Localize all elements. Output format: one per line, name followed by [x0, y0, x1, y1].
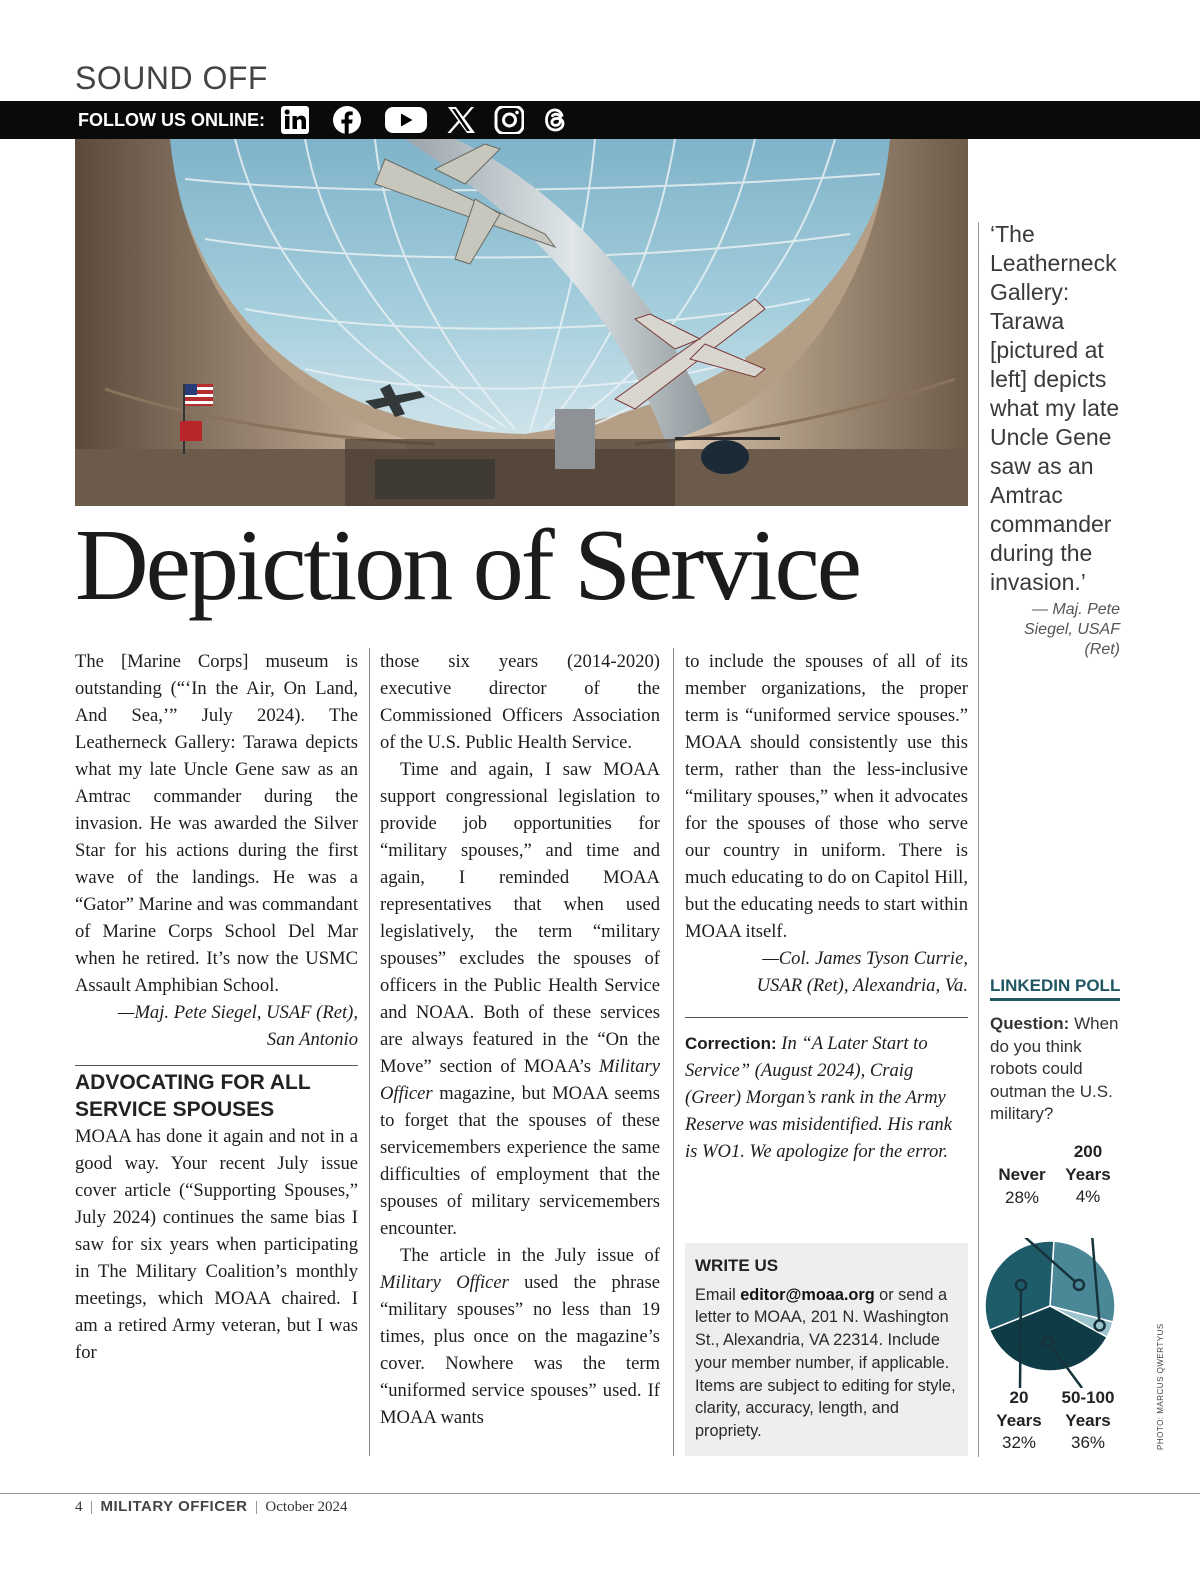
write-us-lead: Email: [695, 1285, 741, 1304]
pie-leader-marker: [1043, 1337, 1053, 1347]
legend-200-label: 200: [1073, 1142, 1103, 1161]
instagram-icon[interactable]: [494, 106, 524, 134]
correction-label: Correction:: [685, 1034, 777, 1053]
column-3: [685, 648, 968, 1165]
legend-200-unit: Years: [1065, 1164, 1111, 1184]
letter-2-para-3: [380, 1242, 660, 1431]
column-divider: [673, 648, 674, 1456]
letter-2-para-1b: those six years (2014-2020) executive director of the Commissioned Officers Association of the U.S. Public Health Service.: [380, 651, 660, 753]
letter-2-para-3c: to include the spouses of all of its member organizations, the proper term is “uniformed service spouses.” MOAA should consistently use this term, rather than the less-inclusive “military spouses,” when it advocates for the spouses of those who serve our country in uniform. There is much educating to do on Capitol Hill, but the educating needs to start within MOAA itself.: [685, 651, 968, 942]
pull-quote: ‘The Leatherneck Gallery: Tarawa [pictured at left] depicts what my late Uncle Gene saw as an Amtrac commander during the invasion.’: [990, 221, 1120, 595]
facebook-icon[interactable]: [332, 106, 362, 134]
footer: [75, 1498, 347, 1516]
letter-2-para-3-text-cont: used the phrase “military spouses” no less than 19 times, plus once on the magazine’s cover. Nowhere was the term “uniformed service spouses” used. If MOAA wants: [380, 1272, 660, 1428]
pie-leader-marker: [1095, 1321, 1105, 1331]
legend-never-label: Never: [998, 1165, 1046, 1184]
letter-2-heading-rule: [75, 1065, 358, 1123]
poll-title: LINKEDIN POLL: [990, 976, 1120, 1001]
legend-50-100-label: 50-100: [1061, 1388, 1115, 1407]
poll-pie-chart: [985, 1238, 1120, 1388]
magazine-title: Military Officer: [380, 1056, 660, 1104]
pull-quote-attribution: — Maj. Pete Siegel, USAF (Ret): [1023, 601, 1120, 658]
write-us-rest: or send a letter to MOAA, 201 N. Washington St., Alexandria, VA 22314. Include your member number, if applicable. Items are subject to editing for style, clarity, accuracy, length, and propriety.: [695, 1285, 956, 1440]
letter-2-para-2: [380, 756, 660, 1242]
correction: [685, 1017, 968, 1165]
poll-question-text: When do you think robots could outman the U.S. military?: [990, 1014, 1119, 1123]
legend-200-pct: 4%: [1075, 1187, 1101, 1206]
letter-2-para-3-text: The article in the July issue of: [400, 1245, 660, 1266]
footer-separator: |: [251, 1499, 262, 1515]
magazine-title: Military Officer: [380, 1272, 509, 1293]
legend-50-100-unit: Years: [1065, 1410, 1111, 1430]
footer-rule: [0, 1493, 1200, 1494]
legend-never-pct: 28%: [1004, 1187, 1040, 1207]
letter-1-location: San Antonio: [266, 1029, 358, 1050]
page-number: 4: [75, 1499, 83, 1515]
legend-20-unit: Years: [996, 1410, 1042, 1430]
legend-20-label: 20: [1009, 1388, 1029, 1407]
pie-leader-marker: [1074, 1280, 1084, 1290]
write-us-box: [685, 1243, 968, 1456]
photo-credit: PHOTO: MARCUS QWERTYUS: [1156, 1323, 1165, 1450]
column-2: [380, 648, 660, 1431]
letter-2-para-2-text: Time and again, I saw MOAA support congressional legislation to provide job opportunities for “military spouses,” and time and again, I reminded MOAA representatives that when used legislatively, the term “military spouses” excludes the spouses of officers in the Public Health Service and NOAA. Both of these services are always featured in the “On the Move” section of MOAA’s: [380, 759, 660, 1077]
letter-1-signature: [75, 999, 358, 1053]
column-divider: [369, 648, 370, 1456]
letter-2-author: —Col. James Tyson Currie,: [762, 948, 968, 969]
legend-20-pct: 32%: [1001, 1433, 1037, 1452]
youtube-icon[interactable]: [384, 106, 428, 134]
page-title: Depiction of Service: [75, 509, 860, 622]
letter-1-author: —Maj. Pete Siegel, USAF (Ret),: [117, 1002, 358, 1023]
email-link[interactable]: editor@moaa.org: [740, 1285, 875, 1304]
pie-leader-line: [1020, 1285, 1021, 1388]
magazine-name: MILITARY OFFICER: [100, 1498, 248, 1515]
letter-2-signature: [685, 945, 968, 999]
poll-question: [990, 1013, 1130, 1126]
legend-200-years: [1058, 1141, 1118, 1209]
legend-50-100-pct: 36%: [1070, 1433, 1106, 1452]
letter-2-location: USAR (Ret), Alexandria, Va.: [756, 975, 968, 996]
letter-2-para-1a: MOAA has done it again and not in a good way. Your recent July issue cover article (“Supporting Spouses,” July 2024) continues the same bias I saw for six years when participating in The Military Coalition’s monthly meetings, which MOAA chaired. I am a retired Army veteran, but I was for: [75, 1126, 358, 1363]
correction-text: In “A Later Start to Service” (August 2024), Craig (Greer) Morgan’s rank in the Army Reserve was misidentified. His rank is WO1. We apologize for the error.: [685, 1033, 952, 1162]
write-us-body: [695, 1284, 958, 1443]
section-label: SOUND OFF: [75, 60, 268, 96]
poll-question-label: Question:: [990, 1014, 1070, 1033]
footer-separator: |: [86, 1499, 97, 1515]
threads-icon[interactable]: [542, 106, 570, 134]
legend-never: [993, 1164, 1051, 1209]
linkedin-icon[interactable]: [280, 106, 310, 134]
pie-leader-marker: [1016, 1280, 1026, 1290]
column-1: [75, 648, 358, 1366]
sidebar-divider: [978, 222, 979, 1457]
issue-date: October 2024: [265, 1499, 348, 1515]
letter-1-body: The [Marine Corps] museum is outstanding (“‘In the Air, On Land, And Sea,’” July 2024). The Leatherneck Gallery: Tarawa depicts what my late Uncle Gene saw as an Amtrac commander during the invasion. He was awarded the Silver Star for his actions during the first wave of the landings. He was a “Gator” Marine and was commandant of Marine Corps School Del Mar when he retired. It’s now the USMC Assault Amphibian School.: [75, 651, 358, 996]
hero-photo: [75, 139, 968, 506]
write-us-title: WRITE US: [695, 1256, 779, 1275]
legend-50-100-years: [1052, 1387, 1124, 1455]
follow-bar: [0, 101, 1200, 139]
letter-2-para-2-text-cont: magazine, but MOAA seems to forget that the spouses of these servicemembers experience the same difficulties of employment that the spouses of military servicemembers encounter.: [380, 1083, 660, 1239]
x-icon[interactable]: [446, 106, 476, 134]
letter-2-heading: ADVOCATING FOR ALL SERVICE SPOUSES: [75, 1071, 311, 1121]
follow-label: FOLLOW US ONLINE:: [78, 110, 265, 130]
legend-20-years: [990, 1387, 1048, 1455]
